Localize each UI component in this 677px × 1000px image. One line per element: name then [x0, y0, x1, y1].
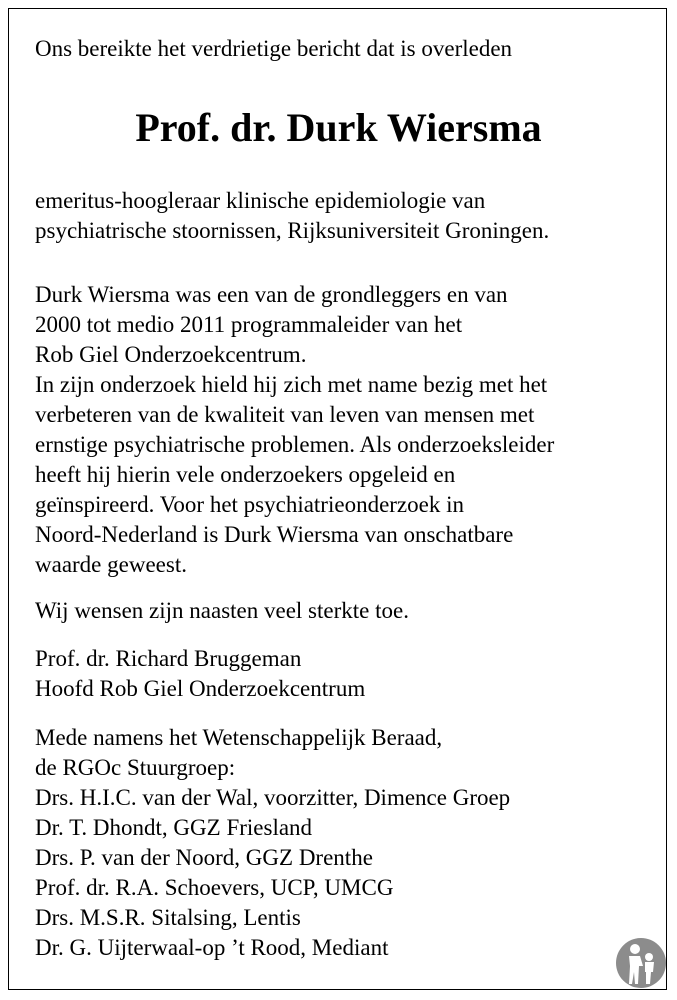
cosigner-line: Prof. dr. R.A. Schoevers, UCP, UMCG: [35, 875, 394, 900]
cosigner-line: Dr. T. Dhondt, GGZ Friesland: [35, 815, 313, 840]
bio-line: geïnspireerd. Voor het psychiatrieonderzoek in: [35, 492, 464, 517]
intro-text: Ons bereikte het verdrietige bericht dat is overleden: [35, 36, 513, 61]
cosigner-line: Drs. M.S.R. Sitalsing, Lentis: [35, 905, 301, 930]
condolence-text: Wij wensen zijn naasten veel sterkte toe.: [35, 598, 409, 623]
signatory-role: Hoofd Rob Giel Onderzoekcentrum: [35, 676, 366, 701]
bio-line: ernstige psychiatrische problemen. Als onderzoeksleider: [35, 432, 555, 457]
bio-line: verbeteren van de kwaliteit van leven van mensen met: [35, 402, 535, 427]
position-line: emeritus-hoogleraar klinische epidemiologie van: [35, 188, 486, 213]
bio-line: Rob Giel Onderzoekcentrum.: [35, 342, 307, 367]
bio-line: In zijn onderzoek hield hij zich met name bezig met het: [35, 372, 548, 397]
cosigner-line: Drs. P. van der Noord, GGZ Drenthe: [35, 845, 373, 870]
bio-line: Noord-Nederland is Durk Wiersma van onschatbare: [35, 522, 514, 547]
position-line: psychiatrische stoornissen, Rijksuniversiteit Groningen.: [35, 218, 550, 243]
deceased-name: Prof. dr. Durk Wiersma: [135, 105, 542, 150]
bio-line: 2000 tot medio 2011 programmaleider van het: [35, 312, 463, 337]
publisher-logo-icon: [615, 937, 667, 989]
cosigner-line: Dr. G. Uijterwaal-op ’t Rood, Mediant: [35, 935, 389, 960]
bio-line: Durk Wiersma was een van de grondleggers en van: [35, 282, 508, 307]
cosigner-line: Drs. H.I.C. van der Wal, voorzitter, Dimence Groep: [35, 785, 511, 810]
bio-line: heeft hij hierin vele onderzoekers opgeleid en: [35, 462, 456, 487]
signatory-name: Prof. dr. Richard Bruggeman: [35, 646, 302, 671]
cosigners-intro: de RGOc Stuurgroep:: [35, 755, 236, 780]
bio-line: waarde geweest.: [35, 552, 187, 577]
cosigners-intro: Mede namens het Wetenschappelijk Beraad,: [35, 725, 443, 750]
